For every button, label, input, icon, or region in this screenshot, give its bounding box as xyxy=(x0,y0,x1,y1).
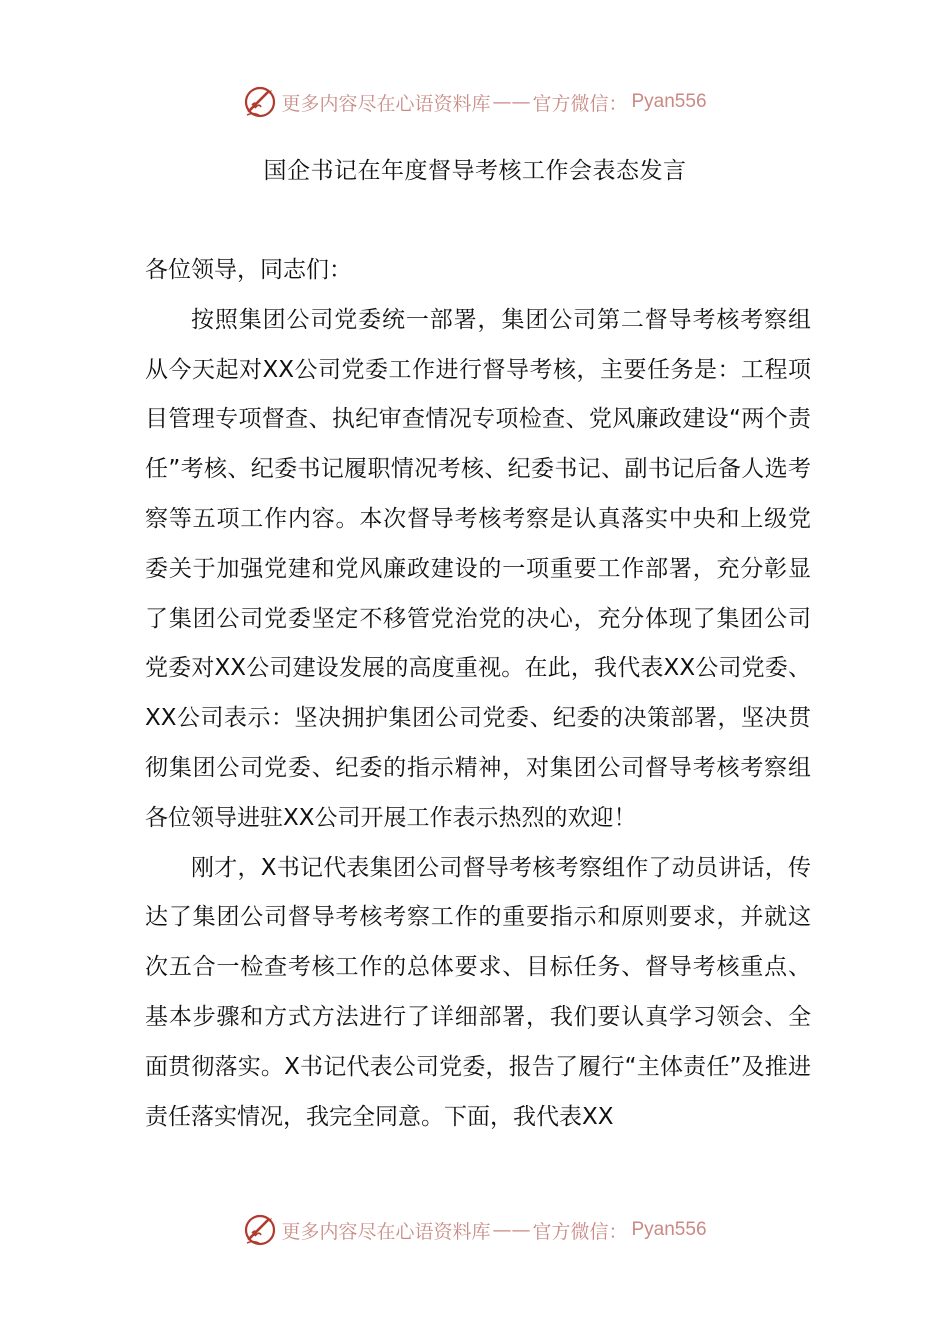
watermark-footer xyxy=(0,1212,950,1248)
watermark-separator: —— xyxy=(492,1219,531,1241)
document-title: 国企书记在年度督导考核工作会表态发言 xyxy=(263,158,687,184)
watermark-wechat-id: Pyan556 xyxy=(631,91,707,112)
watermark-wechat-label: 官方微信： xyxy=(532,92,628,115)
watermark-header xyxy=(0,84,950,120)
watermark-text: 更多内容尽在心语资料库 xyxy=(281,92,491,115)
watermark-separator: —— xyxy=(492,91,531,113)
body-paragraph-1: 按照集团公司党委统一部署，集团公司第二督导考核考察组从今天起对XX公司党委工作进行督导考核，主要任务是：工程项目管理专项督查、执纪审查情况专项检查、党风廉政建设“两个责任”考核、纪委书记履职情况考核、纪委书记、副书记后备人选考察等五项工作内容。本次督导考核考察是认真落实中央和上级党委关于加强党建和党风廉政建设的一项重要工作部署，充分彰显了集团公司党委坚定不移管党治党的决心，充分体现了集团公司党委对XX公司建设发展的高度重视。在此，我代表XX公司党委、XX公司表示：坚决拥护集团公司党委、纪委的决策部署，坚决贯彻集团公司党委、纪委的指示精神，对集团公司督导考核考察组各位领导进驻XX公司开展工作表示热烈的欢迎！ xyxy=(145,306,811,831)
watermark-wechat-label: 官方微信： xyxy=(532,1220,628,1243)
watermark-wechat-id: Pyan556 xyxy=(631,1219,707,1240)
pen-logo-icon xyxy=(243,85,277,119)
watermark-text: 更多内容尽在心语资料库 xyxy=(281,1220,491,1243)
pen-logo-icon xyxy=(243,1213,277,1247)
salutation: 各位领导，同志们： xyxy=(145,257,352,283)
body-paragraph-2: 刚才，X书记代表集团公司督导考核考察组作了动员讲话，传达了集团公司督导考核考察工作的重要指示和原则要求，并就这次五合一检查考核工作的总体要求、目标任务、督导考核重点、基本步骤和方式方法进行了详细部署，我们要认真学习领会、全面贯彻落实。X书记代表公司党委，报告了履行“主体责任”及推进责任落实情况，我完全同意。下面，我代表XX xyxy=(145,854,811,1130)
document-body xyxy=(145,246,811,1142)
